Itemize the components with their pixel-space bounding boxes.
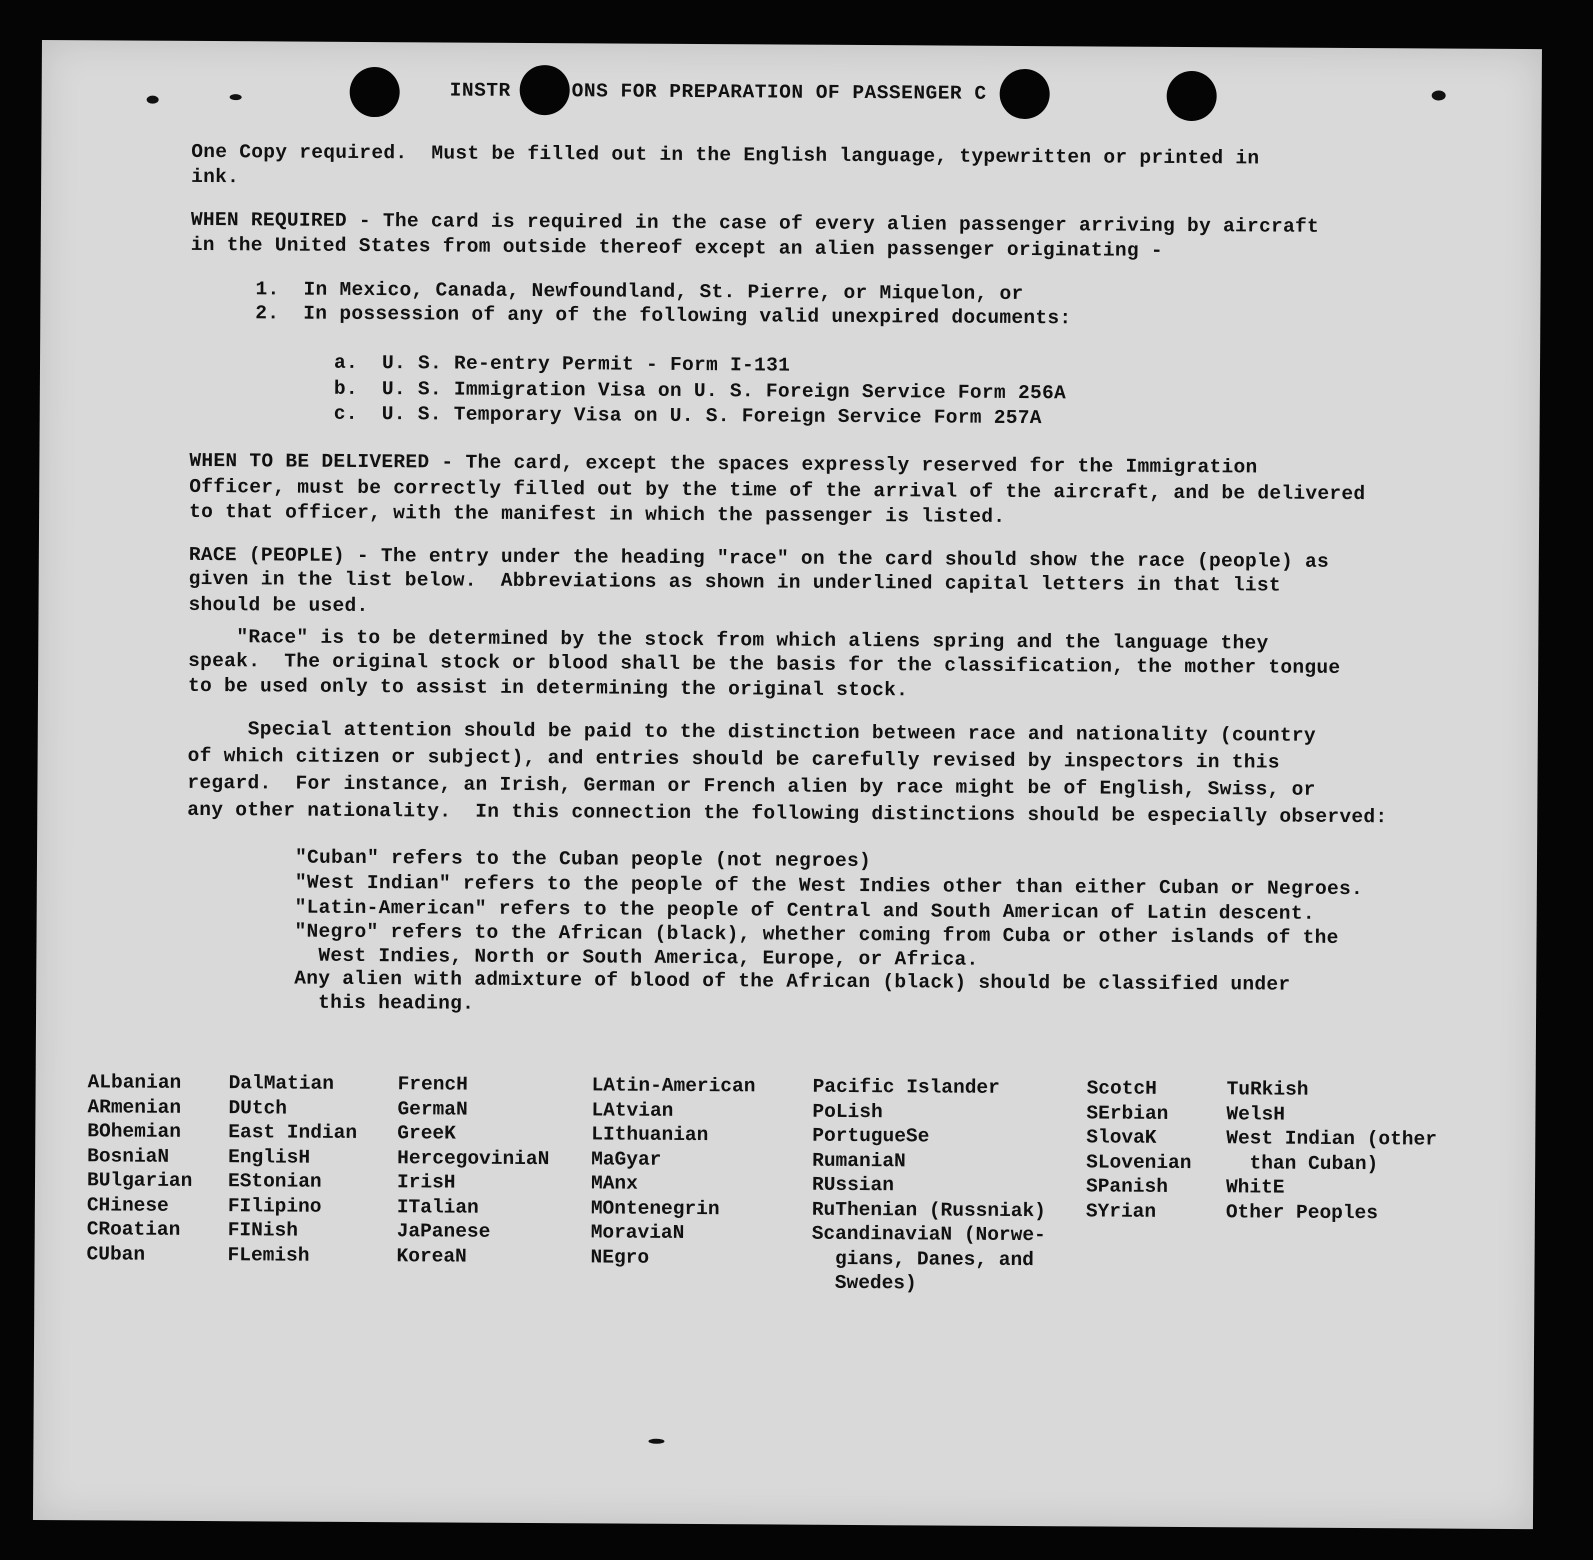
race-list-item: WhitE xyxy=(1225,1176,1285,1199)
numbered-item-2: 2. In possession of any of the following valid unexpired documents: xyxy=(255,302,1072,330)
intro-line-2: ink. xyxy=(191,165,240,189)
race-list-item: ARmenian xyxy=(87,1095,182,1119)
race-list-item: TuRkish xyxy=(1226,1078,1309,1101)
race-list-item: BUlgarian xyxy=(86,1169,193,1192)
race-list-item: FIlipino xyxy=(227,1194,322,1218)
race-list-item: BosniaN xyxy=(87,1144,170,1168)
race-list-item: LAtvian xyxy=(591,1098,674,1122)
race-list-item: LAtin-American xyxy=(591,1074,756,1098)
race-list-item: SErbian xyxy=(1086,1101,1169,1125)
lettered-item-c: c. U. S. Temporary Visa on U. S. Foreign Service Form 257A xyxy=(333,402,1042,430)
race-list-item: CUban xyxy=(86,1242,146,1266)
special-line-4: any other nationality. In this connection the following distinctions should be especially observed: xyxy=(187,798,1388,829)
race-list-item: EnglisH xyxy=(228,1145,311,1169)
distinction-line-3: "Latin-American" refers to the people of Central and South American of Latin descent. xyxy=(294,896,1315,925)
race-list-item: WelsH xyxy=(1226,1102,1286,1126)
race-list-item: SPanish xyxy=(1085,1175,1169,1198)
race-list-column-6 xyxy=(1086,1076,1192,1224)
race-def-line-2: speak. The original stock or blood shall be the basis for the classification, the mother tongue xyxy=(188,649,1341,679)
ink-smudge xyxy=(648,1439,664,1444)
special-line-3: regard. For instance, an Irish, German or French alien by race might be of English, Swiss, or xyxy=(187,771,1316,801)
race-list-item: Other Peoples xyxy=(1225,1200,1379,1224)
race-list-item: SYrian xyxy=(1085,1199,1157,1223)
race-list-column-4 xyxy=(591,1073,756,1270)
document-page xyxy=(33,40,1542,1529)
numbered-item-1: 1. In Mexico, Canada, Newfoundland, St. Pierre, or Miquelon, or xyxy=(255,278,1024,306)
race-list-item: RUssian xyxy=(811,1173,895,1197)
race-list-item: West Indian (other xyxy=(1226,1127,1438,1151)
special-line-2: of which citizen or subject), and entries should be carefully revised by inspectors in this xyxy=(187,744,1280,774)
race-para-line-3: should be used. xyxy=(188,593,369,618)
race-list-item: DalMatian xyxy=(228,1072,335,1095)
race-list-item: Swedes) xyxy=(811,1271,917,1295)
race-list-item: PortugueSe xyxy=(812,1124,930,1148)
race-list-item: SLovenian xyxy=(1086,1150,1192,1174)
race-def-line-1: "Race" is to be determined by the stock from which aliens spring and the language they xyxy=(188,625,1269,655)
punch-hole xyxy=(350,67,400,117)
ink-smudge xyxy=(1432,90,1446,100)
race-list-item: EStonian xyxy=(227,1170,322,1193)
race-list-item: FLemish xyxy=(227,1243,310,1267)
distinction-line-5: West Indies, North or South America, Europe, or Africa. xyxy=(294,944,979,971)
ink-smudge xyxy=(147,96,159,104)
race-list-item: JaPanese xyxy=(396,1220,491,1243)
race-list-item: MoraviaN xyxy=(590,1221,685,1244)
when-required-line-2: in the United States from outside thereof except an alien passenger originating - xyxy=(190,233,1163,262)
race-list-item: NEgro xyxy=(590,1245,650,1269)
race-list-item: MaGyar xyxy=(591,1147,662,1171)
race-list-column-1 xyxy=(87,1070,194,1267)
ink-smudge xyxy=(230,94,242,100)
race-list-item: FrencH xyxy=(397,1073,468,1096)
race-list-item: MAnx xyxy=(590,1172,638,1195)
race-list-item: GreeK xyxy=(397,1122,456,1145)
distinction-line-1: "Cuban" refers to the Cuban people (not negroes) xyxy=(294,846,872,873)
race-list-item: ScotcH xyxy=(1086,1077,1157,1100)
distinction-line-7: this heading. xyxy=(294,991,475,1015)
race-list-item: than Cuban) xyxy=(1226,1151,1379,1175)
when-required-line-1: WHEN REQUIRED - The card is required in the case of every alien passenger arriving by aircraft xyxy=(190,208,1320,238)
race-list-item: DUtch xyxy=(228,1096,288,1120)
race-list-item: RumaniaN xyxy=(812,1149,906,1172)
race-list-item: IrisH xyxy=(396,1171,456,1194)
when-delivered-line-3: to that officer, with the manifest in which the passenger is listed. xyxy=(189,500,1006,528)
race-list-item: MOntenegrin xyxy=(590,1196,720,1220)
race-list-item: ScandinaviaN (Norwe- xyxy=(811,1222,1046,1247)
race-list-item: GermaN xyxy=(397,1097,468,1121)
race-def-line-3: to be used only to assist in determining the original stock. xyxy=(187,674,909,702)
distinction-line-2: "West Indian" refers to the people of the West Indies other than either Cuban or Negroes. xyxy=(294,871,1364,901)
distinction-line-6: Any alien with admixture of blood of the African (black) should be classified under xyxy=(294,967,1291,996)
punch-hole xyxy=(1000,69,1050,119)
race-list-item: ITalian xyxy=(396,1195,479,1219)
race-list-item: RuThenian (Russniak) xyxy=(811,1198,1046,1222)
punch-hole xyxy=(1167,71,1217,121)
race-list-item: KoreaN xyxy=(396,1244,467,1268)
lettered-item-b: b. U. S. Immigration Visa on U. S. Foreign Service Form 256A xyxy=(333,377,1067,405)
race-list-item: CRoatian xyxy=(86,1218,181,1241)
race-list-item: SlovaK xyxy=(1086,1126,1157,1149)
race-list-item: CHinese xyxy=(86,1193,169,1217)
race-list-column-5 xyxy=(811,1075,1046,1297)
race-list-item: Pacific Islander xyxy=(812,1075,1000,1099)
race-para-line-1: RACE (PEOPLE) - The entry under the heading "race" on the card should show the race (people) as xyxy=(188,543,1330,573)
when-delivered-line-1: WHEN TO BE DELIVERED - The card, except the spaces expressly reserved for the Immigration xyxy=(189,449,1258,479)
when-delivered-line-2: Officer, must be correctly filled out by the time of the arrival of the aircraft, and be delivered xyxy=(189,475,1366,506)
race-list-column-2 xyxy=(228,1071,358,1268)
race-list-column-7 xyxy=(1226,1077,1438,1225)
race-list-item: HercegoviniaN xyxy=(397,1146,550,1170)
special-line-1: Special attention should be paid to the distinction between race and nationality (country xyxy=(187,717,1317,747)
race-para-line-2: given in the list below. Abbreviations as shown in underlined capital letters in that list xyxy=(188,567,1281,597)
race-list-item: ALbanian xyxy=(87,1071,182,1094)
race-list-column-3 xyxy=(397,1072,550,1269)
page-title: INSTR ONS FOR PREPARATION OF PASSENGER C xyxy=(449,79,987,105)
race-list-item: FINish xyxy=(227,1219,299,1242)
race-list-item: gians, Danes, and xyxy=(811,1247,1034,1271)
race-list-item: East Indian xyxy=(228,1121,358,1144)
race-list-item: LIthuanian xyxy=(591,1123,709,1147)
race-list-item: PoLish xyxy=(812,1100,883,1123)
race-list-item: BOhemian xyxy=(87,1120,182,1143)
lettered-item-a: a. U. S. Re-entry Permit - Form I-131 xyxy=(333,351,791,377)
distinction-line-4: "Negro" refers to the African (black), whether coming from Cuba or other islands of the xyxy=(294,920,1339,949)
intro-line-1: One Copy required. Must be filled out in the English language, typewritten or printed in xyxy=(191,140,1260,170)
